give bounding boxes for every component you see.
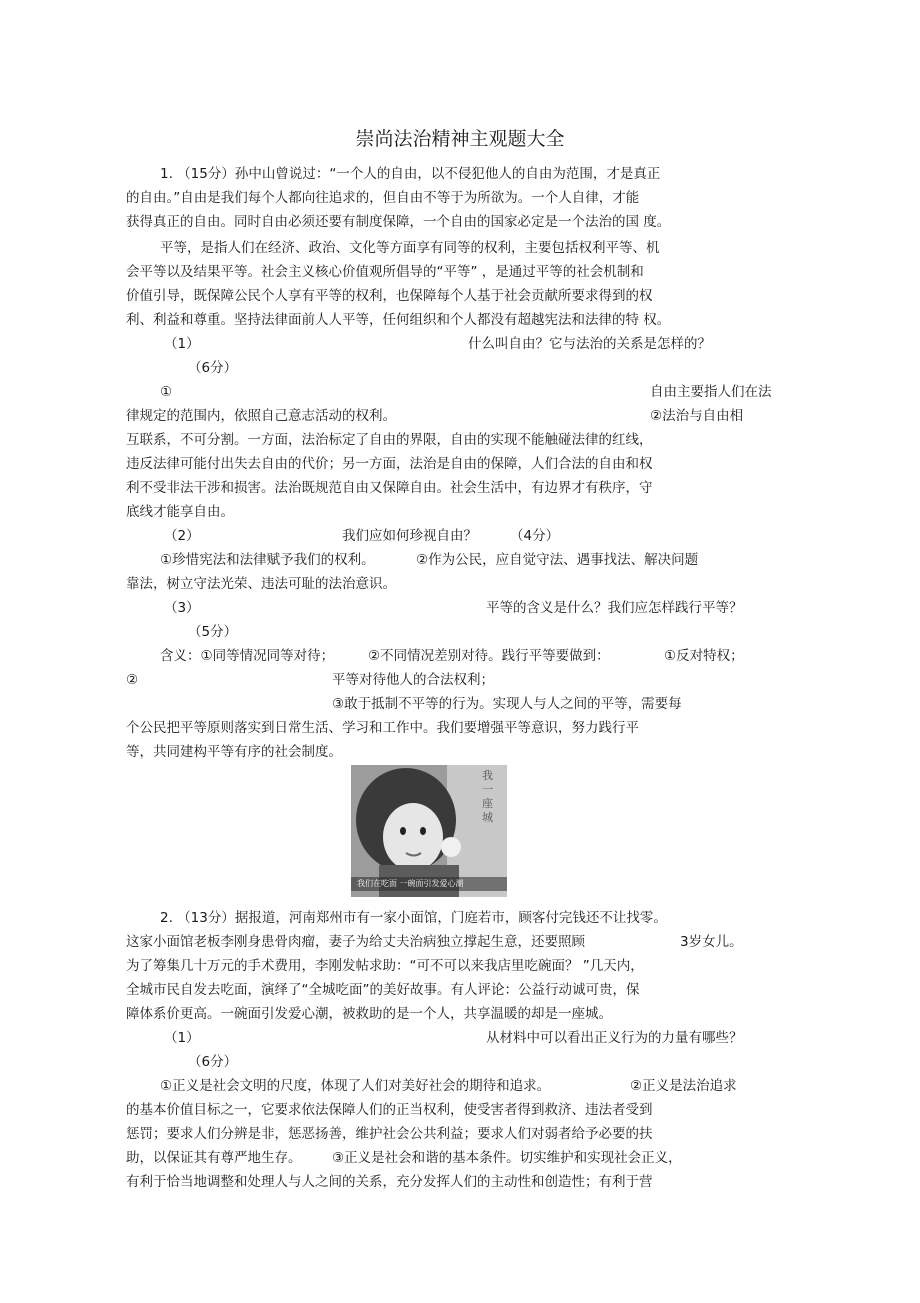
q1-ans1-line: 利不受非法干涉和损害。法治既规范自由又保障自由。社会生活中，有边界才有秩序，守 [126, 480, 653, 496]
q1-sub1-number: （1） [164, 336, 200, 352]
q1-line: 平等，是指人们在经济、政治、文化等方面享有同等的权利，主要包括权利平等、机 [160, 240, 660, 256]
q2-ans1-line: 助，以保证其有尊严地生存。 [126, 1150, 302, 1166]
q1-ans2-line: ②作为公民，应自觉守法、遇事找法、解决问题 [416, 552, 699, 568]
q1-sub3-question: 平等的含义是什么？我们应怎样践行平等？ [486, 600, 743, 616]
q1-sub1-score: （6分） [188, 360, 238, 376]
q2-line: 3岁女儿。 [680, 934, 743, 950]
q1-ans3-line: ①反对特权； [664, 648, 744, 664]
q1-ans3-line: ③敢于抵制不平等的行为。实现人与人之间的平等，需要每 [332, 696, 682, 712]
q2-sub1-question: 从材料中可以看出正义行为的力量有哪些？ [486, 1030, 743, 1046]
q1-ans3-line: 个公民把平等原则落实到日常生活、学习和工作中。我们要增强平等意识，努力践行平 [126, 720, 639, 736]
photo-vertical-text: 我 一 座 城 [482, 769, 493, 824]
q2-line: 这家小面馆老板李刚身患骨肉瘤，妻子为给丈夫治病独立撑起生意，还要照顾 [126, 934, 585, 950]
q1-ans1-line: 互联系，不可分割。一方面，法治标定了自由的界限，自由的实现不能触碰法律的红线， [126, 432, 653, 448]
q1-ans3-line: ②不同情况差别对待。践行平等要做到： [368, 648, 610, 664]
q1-sub2-number: （2） [164, 528, 200, 544]
q1-line: 价值引导，既保障公民个人享有平等的权利，也保障每个人基于社会贡献所要求得到的权 [126, 288, 653, 304]
q1-sub2-question: 我们应如何珍视自由？ [342, 528, 477, 544]
q2-line: 2. （13分）据报道，河南郑州市有一家小面馆，门庭若市，顾客付完钱还不让找零。 [160, 910, 667, 926]
q2-ans1-line: 有利于恰当地调整和处理人与人之间的关系，充分发挥人们的主动性和创造性；有利于营 [126, 1174, 653, 1190]
q2-line: 为了筹集几十万元的手术费用，李刚发帖求助：“可不可以来我店里吃碗面？ ”几天内， [126, 958, 644, 974]
q1-ans1-line: 违反法律可能付出失去自由的代价；另一方面，法治是自由的保障，人们合法的自由和权 [126, 456, 653, 472]
q2-ans1-line: 惩罚；要求人们分辨是非，惩恶扬善，维护社会公共利益；要求人们对弱者给予必要的扶 [126, 1126, 653, 1142]
q2-sub1-score: （6分） [188, 1054, 238, 1070]
photo-caption: 我们在吃面 一碗面引发爱心潮 [357, 879, 464, 888]
q1-line: 利、利益和尊重。坚持法律面前人人平等，任何组织和个人都没有超越宪法和法律的特 权。 [126, 312, 671, 328]
q1-sub3-number: （3） [164, 600, 200, 616]
q1-ans1-line: ②法治与自由相 [650, 408, 744, 424]
q2-ans1-line: ②正义是法治追求 [630, 1078, 737, 1094]
q1-line: 会平等以及结果平等。社会主义核心价值观所倡导的“平等” ，是通过平等的社会机制和 [126, 264, 644, 280]
q1-ans3-line: 含义：①同等情况同等对待； [160, 648, 335, 664]
page-title: 崇尚法治精神主观题大全 [355, 128, 565, 150]
q2-ans1-line: ①正义是社会文明的尺度，体现了人们对美好社会的期待和追求。 [160, 1078, 551, 1094]
q1-ans3-line: ② [126, 672, 139, 688]
q1-sub3-score: （5分） [188, 624, 238, 640]
q2-line: 全城市民自发去吃面，演绎了“全城吃面”的美好故事。有人评论：公益行动诚可贵，保 [126, 982, 640, 998]
q1-line: 1. （15分）孙中山曾说过：“一个人的自由，以不侵犯他人的自由为范围，才是真正 [160, 166, 661, 182]
q1-ans1-line: 自由主要指人们在法 [650, 384, 772, 400]
q1-ans2-line: 靠法，树立守法光荣、违法可耻的法治意识。 [126, 576, 396, 592]
q1-ans1-marker: ① [160, 384, 173, 400]
q2-sub1-number: （1） [164, 1030, 200, 1046]
q2-line: 障体系价更高。一碗面引发爱心潮，被救助的是一个人，共享温暖的却是一座城。 [126, 1006, 612, 1022]
q1-ans3-line: 平等对待他人的合法权利； [332, 672, 494, 688]
child-photo [351, 765, 507, 897]
q1-ans3-line: 等，共同建构平等有序的社会制度。 [126, 744, 342, 760]
q2-ans1-line: 的基本价值目标之一，它要求依法保障人们的正当权利，使受害者得到救济、违法者受到 [126, 1102, 653, 1118]
q1-ans1-line: 底线才能享自由。 [126, 504, 234, 520]
q1-line: 获得真正的自由。同时自由必须还要有制度保障，一个自由的国家必定是一个法治的国 度。 [126, 214, 671, 230]
q1-sub2-score: （4分） [510, 528, 560, 544]
q1-line: 的自由。”自由是我们每个人都向往追求的，但自由不等于为所欲为。一个人自律，才能 [126, 190, 640, 206]
q2-ans1-line: ③正义是社会和谐的基本条件。切实维护和实现社会正义， [332, 1150, 682, 1166]
q1-ans1-line: 律规定的范围内，依照自己意志活动的权利。 [126, 408, 396, 424]
q1-sub1-question: 什么叫自由？它与法治的关系是怎样的？ [468, 336, 711, 352]
q1-ans2-line: ①珍惜宪法和法律赋予我们的权利。 [160, 552, 375, 568]
